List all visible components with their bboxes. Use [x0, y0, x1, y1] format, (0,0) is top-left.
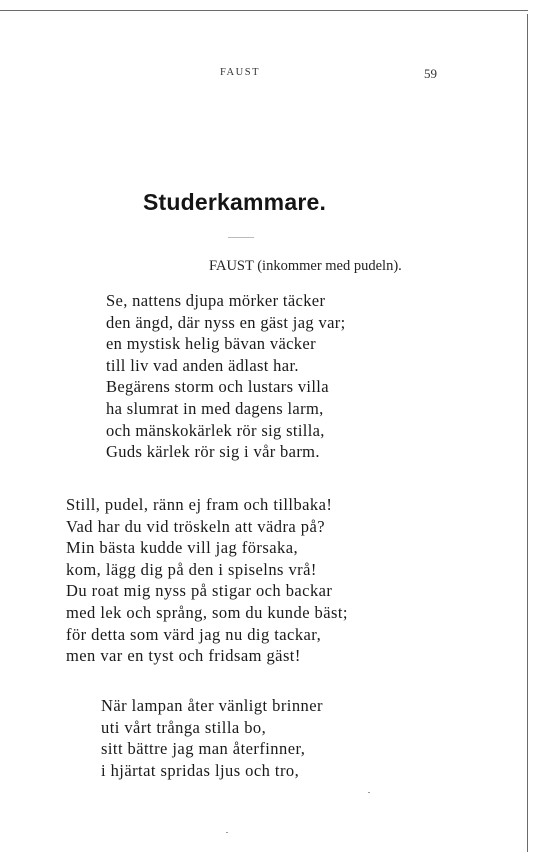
verse-line: Vad har du vid tröskeln att vädra på? [66, 516, 326, 536]
verse-line: men var en tyst och fridsam gäst! [66, 646, 301, 666]
verse-line: Min bästa kudde vill jag försaka, [66, 538, 299, 558]
verse-line: När lampan åter vänligt brinner [101, 696, 323, 715]
verse-line: Still, pudel, ränn ej fram och tillbaka! [66, 495, 333, 514]
title-ornament [228, 237, 254, 238]
verse-line: med lek och språng, som du kunde bäst; [66, 602, 348, 622]
verse-line: sitt bättre jag man återfinner, [101, 739, 306, 759]
verse-line: kom, lägg dig på den i spiselns vrå! [66, 559, 317, 579]
verse-line: Du roat mig nyss på stigar och backar [66, 581, 333, 601]
verse-line: Guds kärlek rör sig i vår barm. [106, 442, 320, 462]
verse-line: en mystisk helig bävan väcker [106, 334, 316, 354]
speaker-line [209, 258, 402, 275]
stanza-1 [106, 290, 346, 463]
page-top-rule [0, 10, 528, 11]
verse-line: den ängd, där nyss en gäst jag var; [106, 312, 346, 332]
section-title: Studerkammare. [143, 189, 327, 215]
stage-direction: (inkommer med pudeln). [257, 258, 402, 274]
verse-line: och mänskokärlek rör sig stilla, [106, 420, 325, 440]
verse-line: Se, nattens djupa mörker täcker [106, 291, 326, 310]
verse-line: uti vårt trånga stilla bo, [101, 717, 267, 737]
stanza-3 [101, 695, 323, 781]
verse-line: för detta som värd jag nu dig tackar, [66, 624, 322, 644]
scan-speck [368, 792, 370, 793]
speaker-name: FAUST [209, 258, 254, 274]
verse-line: i hjärtat spridas ljus och tro, [101, 760, 300, 780]
running-header-title: FAUST [220, 67, 260, 78]
verse-line: Begärens storm och lustars villa [106, 377, 329, 397]
stanza-2 [66, 494, 348, 667]
page-right-rule [527, 14, 528, 852]
scan-speck [226, 832, 228, 833]
verse-line: till liv vad anden ädlast har. [106, 355, 299, 375]
verse-line: ha slumrat in med dagens larm, [106, 398, 324, 418]
page-number: 59 [424, 66, 437, 81]
